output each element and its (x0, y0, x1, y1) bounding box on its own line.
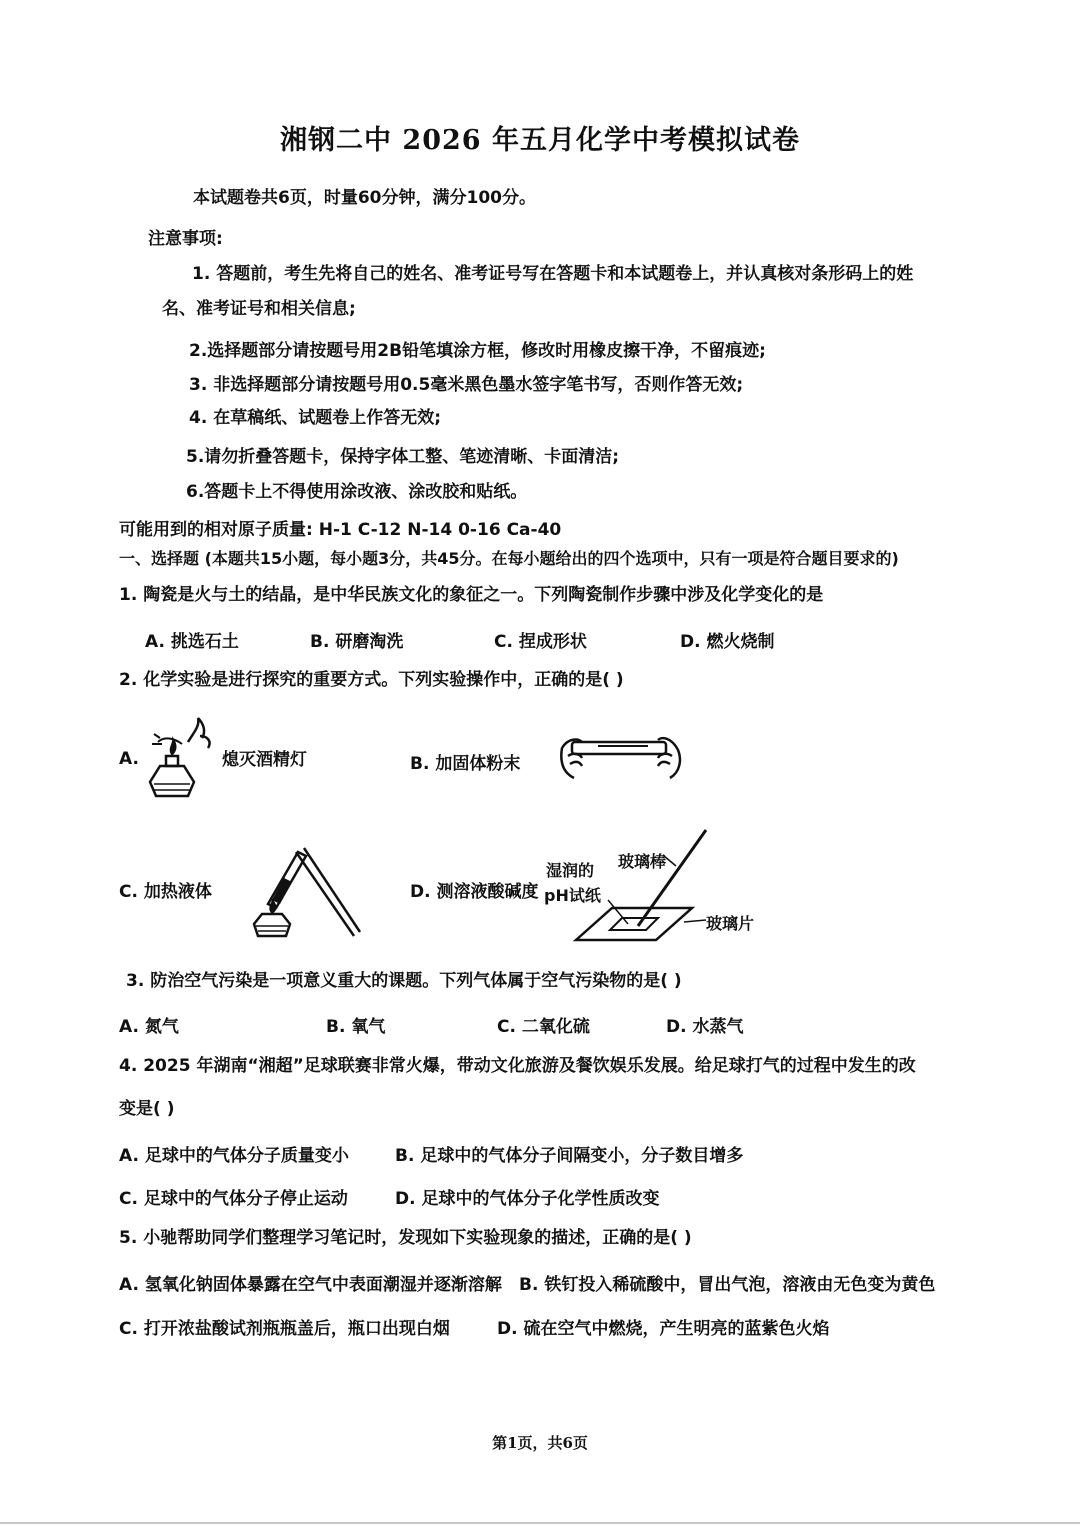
question-3-option-a: A. 氮气 (119, 1017, 179, 1037)
section-1-heading: 一、选择题 (本题共15小题，每小题3分，共45分。在每小题给出的四个选项中，只有一项是符合题目要求的) (119, 549, 899, 568)
question-3-option-d: D. 水蒸气 (666, 1017, 744, 1037)
question-1-option-c: C. 捏成形状 (494, 632, 587, 652)
question-4-option-c: C. 足球中的气体分子停止运动 (119, 1189, 348, 1209)
label-glass-plate: 玻璃片 (706, 914, 755, 933)
heating-liquid-figure (246, 830, 366, 940)
question-5-option-d: D. 硫在空气中燃烧，产生明亮的蓝紫色火焰 (497, 1319, 830, 1339)
atomic-mass-line: 可能用到的相对原子质量: H-1 C-12 N-14 0-16 Ca-40 (119, 520, 562, 540)
notice-item-1-line-2: 名、准考证号和相关信息; (162, 299, 356, 319)
question-2-option-d: D. 测溶液酸碱度 (410, 882, 539, 902)
question-5-option-b: B. 铁钉投入稀硫酸中，冒出气泡，溶液由无色变为黄色 (519, 1275, 936, 1295)
question-5-option-a: A. 氢氧化钠固体暴露在空气中表面潮湿并逐渐溶解 (119, 1275, 502, 1295)
notice-item-6: 6.答题卡上不得使用涂改液、涂改胶和贴纸。 (186, 482, 528, 502)
notice-item-1-line-1: 1. 答题前，考生先将自己的姓名、准考证号写在答题卡和本试题卷上，并认真核对条形码上的姓 (192, 264, 914, 284)
add-powder-test-tube-figure (558, 728, 684, 782)
question-1-stem: 1. 陶瓷是火与土的结晶，是中华民族文化的象征之一。下列陶瓷制作步骤中涉及化学变化的是 (119, 585, 824, 605)
question-2-option-b: B. 加固体粉末 (410, 754, 521, 774)
question-1-option-d: D. 燃火烧制 (680, 632, 775, 652)
exam-title: 湘钢二中 2026 年五月化学中考模拟试卷 (280, 125, 800, 156)
notice-item-4: 4. 在草稿纸、试题卷上作答无效; (189, 408, 442, 428)
question-3-stem: 3. 防治空气污染是一项意义重大的课题。下列气体属于空气污染物的是( ) (126, 971, 682, 991)
bottom-divider (0, 1522, 1080, 1524)
question-5-option-c: C. 打开浓盐酸试剂瓶瓶盖后，瓶口出现白烟 (119, 1319, 450, 1339)
notice-heading: 注意事项: (148, 229, 223, 249)
question-2-option-a-text: 熄灭酒精灯 (222, 750, 307, 770)
question-3-option-b: B. 氧气 (326, 1017, 386, 1037)
question-2-option-a-letter: A. (119, 749, 139, 769)
question-1-option-b: B. 研磨淘洗 (310, 632, 404, 652)
notice-item-3: 3. 非选择题部分请按题号用0.5毫米黑色墨水签字笔书写，否则作答无效; (189, 375, 744, 395)
question-4-option-d: D. 足球中的气体分子化学性质改变 (395, 1189, 660, 1209)
question-4-option-b: B. 足球中的气体分子间隔变小，分子数目增多 (395, 1146, 744, 1166)
question-1-option-a: A. 挑选石土 (145, 632, 239, 652)
notice-item-2: 2.选择题部分请按题号用2B铅笔填涂方框，修改时用橡皮擦干净，不留痕迹; (189, 341, 766, 361)
question-2-stem: 2. 化学实验是进行探究的重要方式。下列实验操作中，正确的是( ) (119, 670, 624, 690)
alcohol-lamp-blowing-figure (138, 714, 228, 800)
page-footer: 第1页，共6页 (492, 1434, 588, 1452)
ph-test-figure (572, 826, 712, 944)
label-wet: 湿润的 (546, 861, 595, 880)
question-2-option-c: C. 加热液体 (119, 882, 212, 902)
question-4-stem-line-2: 变是( ) (119, 1099, 175, 1119)
label-ph-paper: pH试纸 (544, 886, 601, 905)
label-glass-rod: 玻璃棒 (618, 852, 667, 871)
question-3-option-c: C. 二氧化硫 (497, 1017, 590, 1037)
exam-intro: 本试题卷共6页，时量60分钟，满分100分。 (193, 188, 536, 208)
question-4-stem-line-1: 4. 2025 年湖南“湘超”足球联赛非常火爆，带动文化旅游及餐饮娱乐发展。给足球打气的过程中发生的改 (119, 1056, 916, 1076)
question-5-stem: 5. 小驰帮助同学们整理学习笔记时，发现如下实验现象的描述，正确的是( ) (119, 1228, 692, 1248)
notice-item-5: 5.请勿折叠答题卡，保持字体工整、笔迹清晰、卡面清洁; (186, 447, 620, 467)
question-4-option-a: A. 足球中的气体分子质量变小 (119, 1146, 349, 1166)
